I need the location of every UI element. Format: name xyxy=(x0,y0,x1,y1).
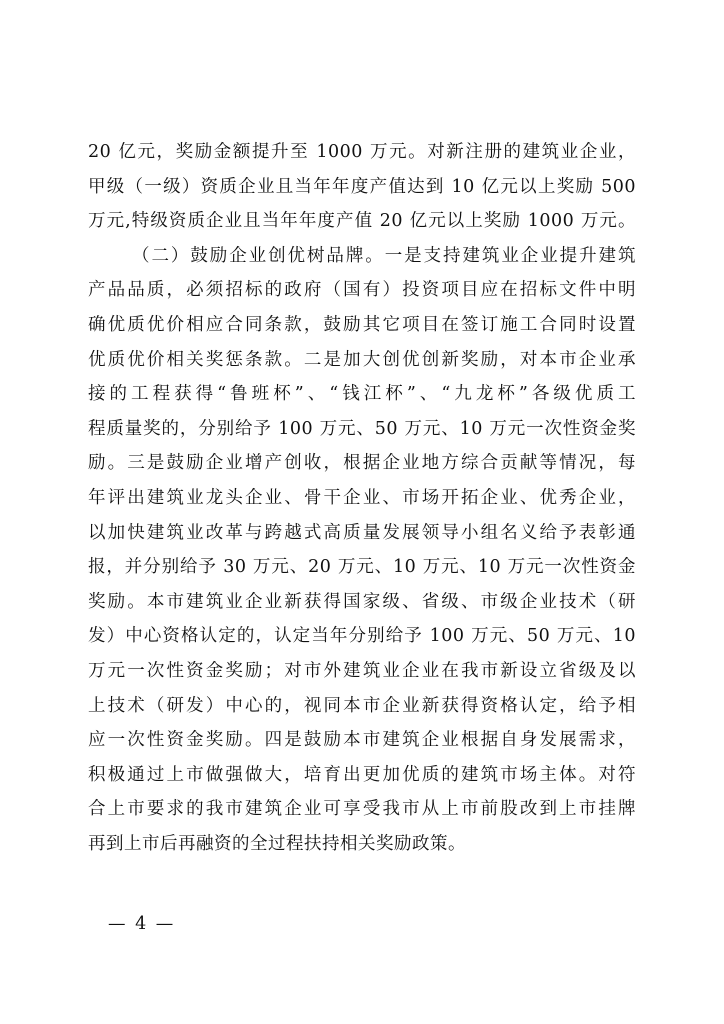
text-line: 接的工程获得“鲁班杯”、“钱江杯”、“九龙杯”各级优质工 xyxy=(88,384,636,405)
text-line: 产品品质，必须招标的政府（国有）投资项目应在招标文件中明 xyxy=(88,280,636,301)
text-line: 确优质优价相应合同条款，鼓励其它项目在签订施工合同时设置 xyxy=(88,314,636,335)
text-line: 20 亿元，奖励金额提升至 1000 万元。对新注册的建筑业企业， xyxy=(88,142,636,162)
text-line: 上技术（研发）中心的，视同本市企业新获得资格认定，给予相 xyxy=(88,695,636,716)
text-line: 励。三是鼓励企业增产创收，根据企业地方综合贡献等情况，每 xyxy=(88,453,636,474)
text-line: 程质量奖的，分别给予 100 万元、50 万元、10 万元一次性资金奖 xyxy=(88,418,636,439)
text-line: 万元一次性资金奖励；对市外建筑业企业在我市新设立省级及以 xyxy=(88,660,636,681)
text-line: 应一次性资金奖励。四是鼓励本市建筑企业根据自身发展需求， xyxy=(88,730,636,751)
text-line: 奖励。本市建筑业企业新获得国家级、省级、市级企业技术（研 xyxy=(88,591,636,612)
section-heading-line: （二）鼓励企业创优树品牌。一是支持建筑业企业提升建筑 xyxy=(132,245,636,266)
page-number: — 4 — xyxy=(108,914,176,934)
text-line: 发）中心资格认定的，认定当年分别给予 100 万元、50 万元、10 xyxy=(88,626,636,647)
text-line: 以加快建筑业改革与跨越式高质量发展领导小组名义给予表彰通 xyxy=(88,522,636,543)
body-text xyxy=(88,135,636,861)
text-line: 再到上市后再融资的全过程扶持相关奖励政策。 xyxy=(88,833,466,854)
text-line: 万元,特级资质企业且当年年度产值 20 亿元以上奖励 1000 万元。 xyxy=(88,211,636,232)
text-line: 甲级（一级）资质企业且当年年度产值达到 10 亿元以上奖励 500 xyxy=(88,176,636,197)
text-line: 年评出建筑业龙头企业、骨干企业、市场开拓企业、优秀企业， xyxy=(88,487,636,508)
text-line: 报，并分别给予 30 万元、20 万元、10 万元、10 万元一次性资金 xyxy=(88,557,636,578)
text-line: 积极通过上市做强做大，培育出更加优质的建筑市场主体。对符 xyxy=(88,764,636,785)
text-line: 合上市要求的我市建筑企业可享受我市从上市前股改到上市挂牌 xyxy=(88,799,636,820)
text-line: 优质优价相关奖惩条款。二是加大创优创新奖励，对本市企业承 xyxy=(88,349,636,370)
